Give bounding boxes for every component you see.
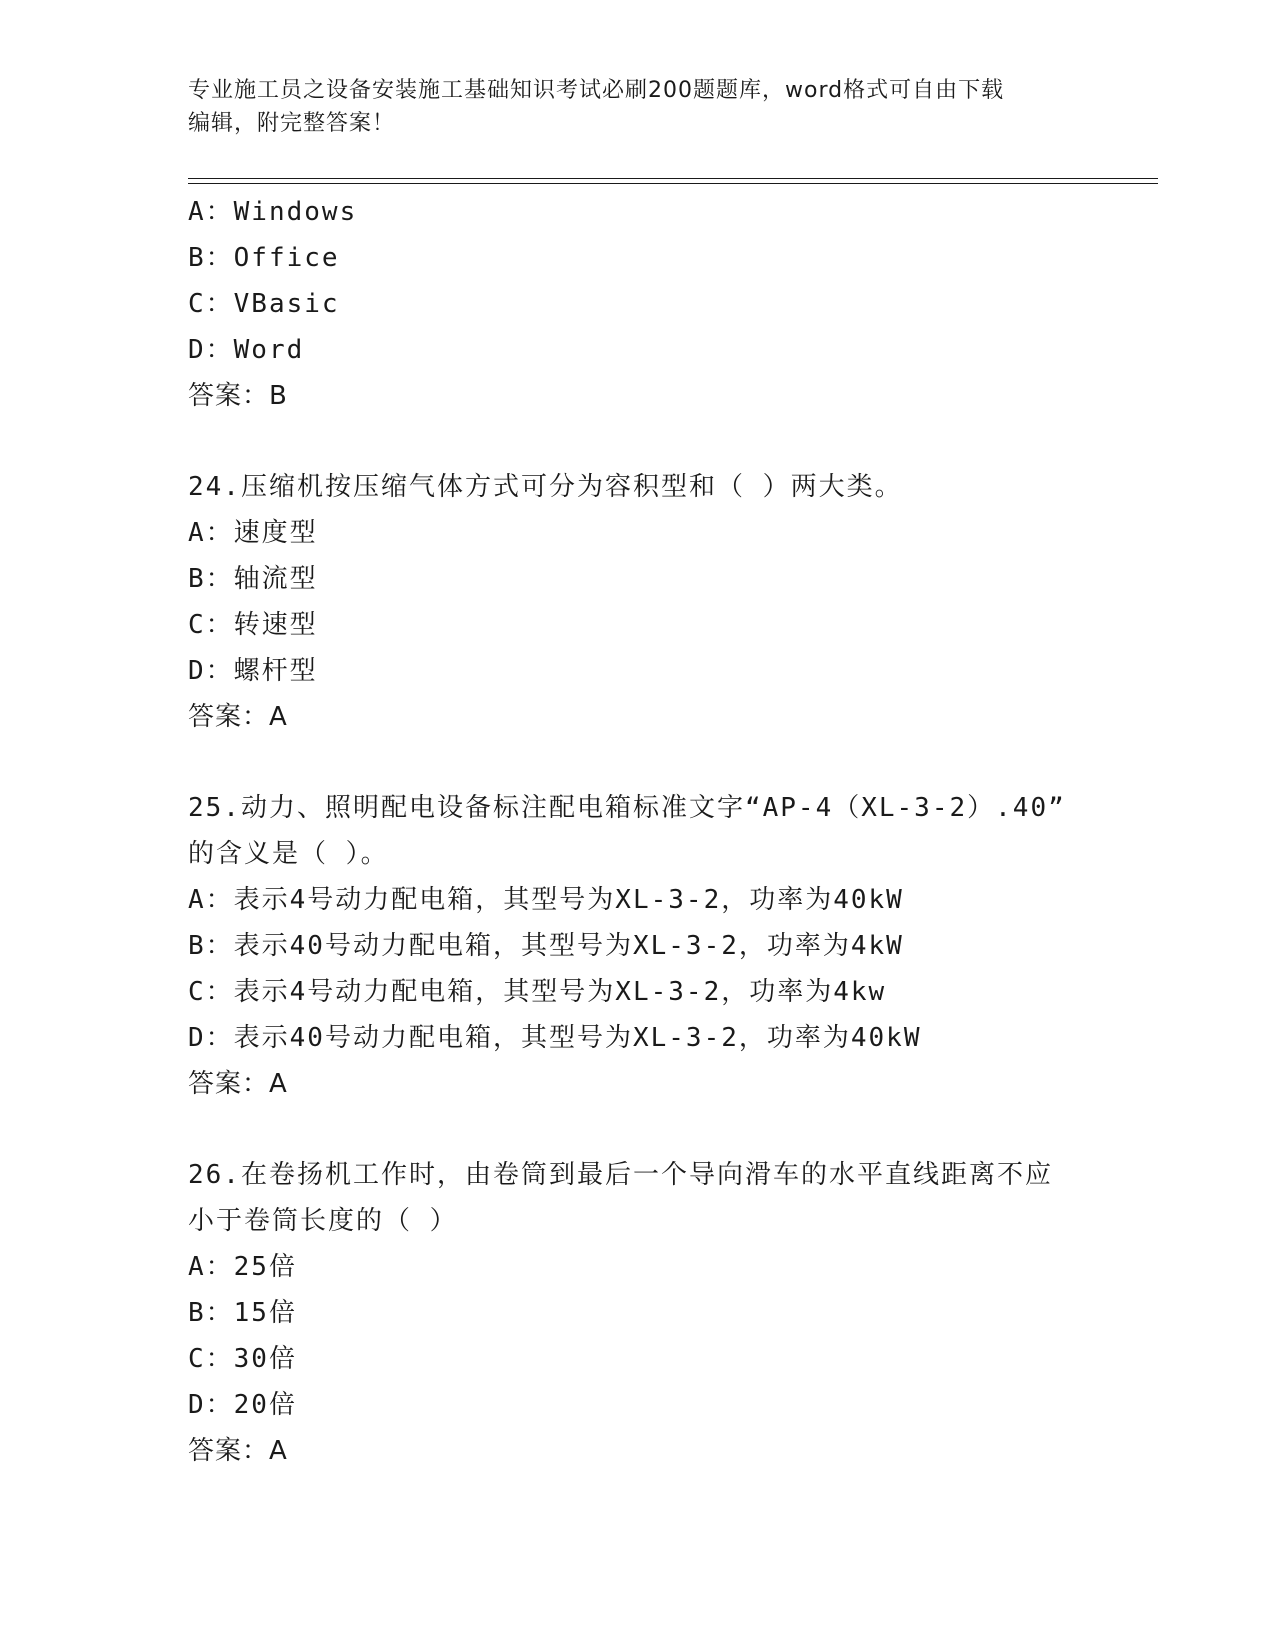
question-stem-line-1: 25.动力、照明配电设备标注配电箱标准文字“AP-4（XL-3-2）.40” (188, 793, 1066, 823)
header-title-line-1: 专业施工员之设备安装施工基础知识考试必刷200题题库，word格式可自由下载 (188, 78, 1005, 103)
answer-line: 答案：B (188, 381, 288, 411)
option-b: B：轴流型 (188, 564, 318, 594)
option-d: D：Word (188, 335, 305, 365)
option-d: D：表示40号动力配电箱，其型号为XL-3-2，功率为40kW (188, 1023, 922, 1053)
option-b: B：表示40号动力配电箱，其型号为XL-3-2，功率为4kW (188, 931, 904, 961)
option-a: A：表示4号动力配电箱，其型号为XL-3-2，功率为40kW (188, 885, 904, 915)
question-23 (188, 189, 1088, 419)
question-25 (188, 785, 1088, 1107)
document-header (188, 74, 1088, 140)
question-spacer (188, 419, 1088, 464)
header-divider-top (188, 178, 1158, 179)
question-list (188, 189, 1088, 1474)
header-title-line-2: 编辑，附完整答案！ (188, 111, 396, 136)
option-a: A：速度型 (188, 518, 318, 548)
question-spacer (188, 740, 1088, 785)
option-c: C：转速型 (188, 610, 318, 640)
option-b: B：15倍 (188, 1298, 297, 1328)
answer-line: 答案：A (188, 1436, 288, 1466)
option-a: A：25倍 (188, 1252, 297, 1282)
question-stem-line-1: 26.在卷扬机工作时，由卷筒到最后一个导向滑车的水平直线距离不应 (188, 1160, 1053, 1190)
option-b: B：Office (188, 243, 340, 273)
option-c: C：VBasic (188, 289, 340, 319)
answer-line: 答案：A (188, 702, 288, 732)
question-spacer (188, 1107, 1088, 1152)
question-24 (188, 464, 1088, 740)
option-d: D：螺杆型 (188, 656, 318, 686)
question-stem-line-2: 小于卷筒长度的（ ） (188, 1206, 458, 1236)
question-26 (188, 1152, 1088, 1474)
option-d: D：20倍 (188, 1390, 297, 1420)
option-c: C：表示4号动力配电箱，其型号为XL-3-2，功率为4kw (188, 977, 887, 1007)
answer-line: 答案：A (188, 1069, 288, 1099)
question-stem-line-2: 的含义是（ ）。 (188, 839, 389, 869)
question-stem: 24.压缩机按压缩气体方式可分为容积型和（ ）两大类。 (188, 472, 903, 502)
option-c: C：30倍 (188, 1344, 297, 1374)
option-a: A：Windows (188, 197, 358, 227)
header-divider-bottom (188, 183, 1158, 184)
